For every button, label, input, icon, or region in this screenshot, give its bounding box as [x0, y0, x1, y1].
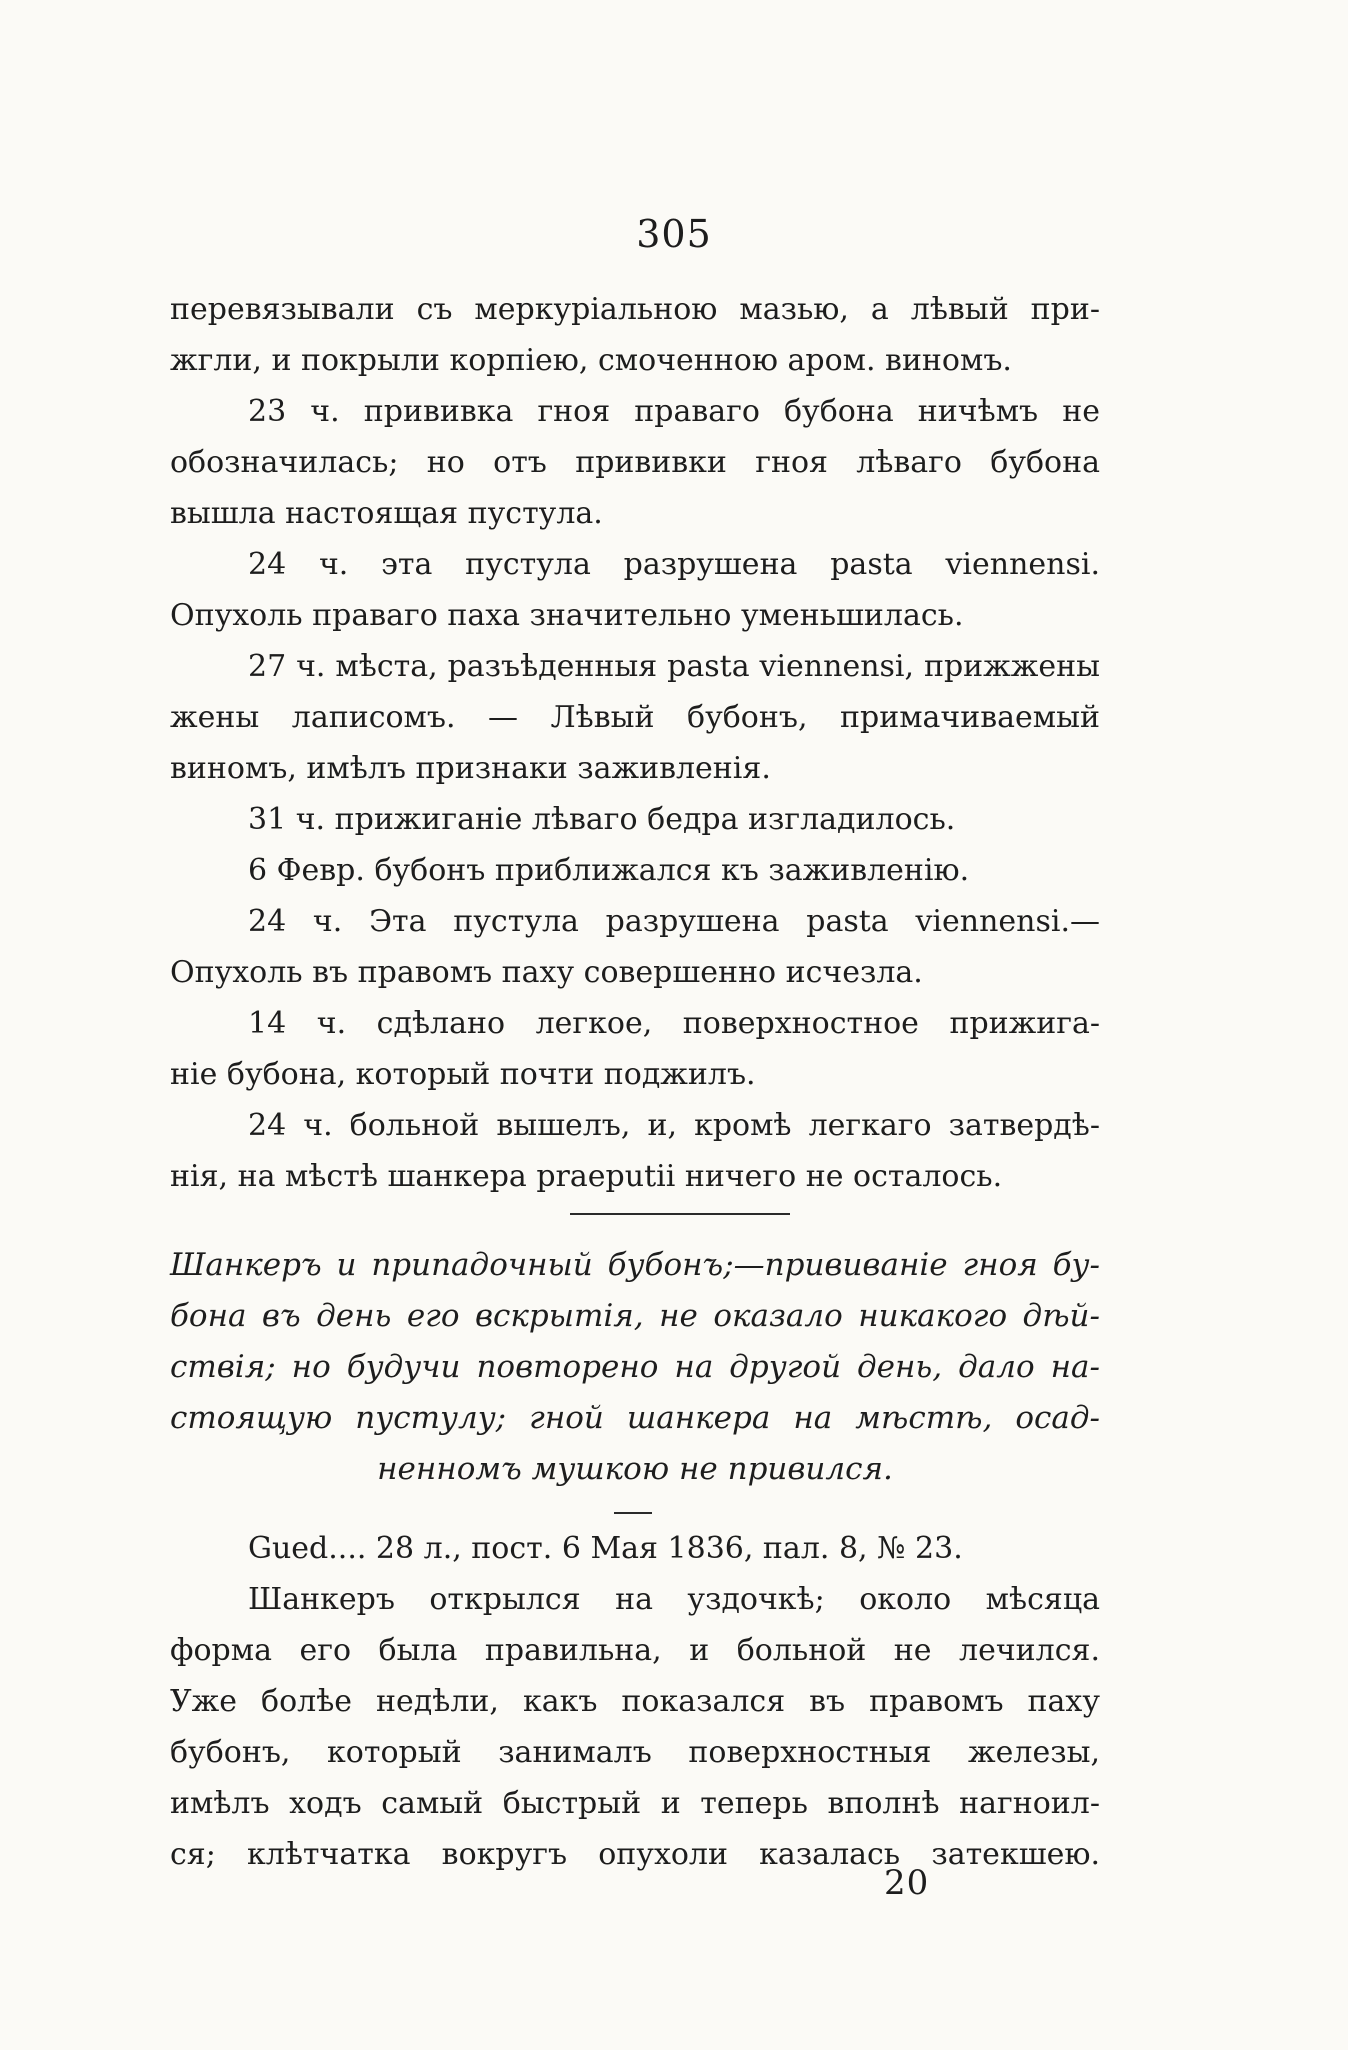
text-line: Шанкеръ открылся на уздочкѣ; около мѣсяца	[248, 1582, 1100, 1617]
short-separator-rule	[614, 1512, 652, 1514]
separator-rule	[570, 1213, 790, 1215]
text-line: Опухоль праваго паха значительно уменьшилась.	[170, 598, 964, 633]
text-line: 6 Февр. бубонъ приближался къ заживленію.	[248, 853, 970, 888]
text-line: жгли, и покрыли корпіею, смоченною аром. виномъ.	[170, 343, 1012, 378]
summary-line: ненномъ мушкою не привился.	[377, 1451, 893, 1487]
text-line: 14 ч. сдѣлано легкое, поверхностное прижига-	[248, 1006, 1100, 1041]
case-header: Gued.... 28 л., пост. 6 Мая 1836, пал. 8, № 23.	[248, 1531, 963, 1566]
summary-line: ствія; но будучи повторено на другой день, дало на-	[170, 1349, 1100, 1385]
text-line: 27 ч. мѣста, разъѣденныя pasta viennensi, прижжены	[248, 649, 1100, 684]
section-separator	[170, 1202, 1100, 1240]
text-line: вышла настоящая пустула.	[170, 496, 603, 531]
text-line: обозначилась; но отъ прививки гноя лѣваго бубона	[170, 445, 1100, 480]
text-line: Уже болѣе недѣли, какъ показался въ правомъ паху	[170, 1684, 1100, 1719]
text-line: 24 ч. Эта пустула разрушена pasta viennensi.—	[248, 904, 1100, 939]
page-number: 305	[636, 212, 712, 256]
summary-line: стоящую пустулу; гной шанкера на мѣстѣ, осад-	[170, 1400, 1100, 1436]
text-line: виномъ, имѣлъ признаки заживленія.	[170, 751, 771, 786]
page-content	[170, 284, 1100, 1880]
text-line: бубонъ, который занималъ поверхностныя железы,	[170, 1735, 1100, 1770]
text-line: 24 ч. эта пустула разрушена pasta viennensi.	[248, 547, 1100, 582]
short-separator	[170, 1495, 1100, 1523]
text-line: жены лаписомъ. — Лѣвый бубонъ, примачиваемый	[170, 700, 1100, 735]
signature-mark: 20	[884, 1863, 930, 1903]
case-summary	[170, 1240, 1100, 1495]
text-line: 24 ч. больной вышелъ, и, кромѣ легкаго затвердѣ-	[248, 1108, 1100, 1143]
text-line: форма его была правильна, и больной не лечился.	[170, 1633, 1100, 1668]
text-line: 23 ч. прививка гноя праваго бубона ничѣмъ не	[248, 394, 1100, 429]
summary-line: Шанкеръ и припадочный бубонъ;—прививаніе гноя бу-	[170, 1247, 1100, 1283]
text-line: имѣлъ ходъ самый быстрый и теперь вполнѣ нагноил-	[170, 1786, 1100, 1821]
text-line: перевязывали съ меркуріальною мазью, а лѣвый при-	[170, 292, 1100, 327]
text-line: Опухоль въ правомъ паху совершенно исчезла.	[170, 955, 923, 990]
text-line: ніе бубона, который почти поджилъ.	[170, 1057, 756, 1092]
text-line: нія, на мѣстѣ шанкера praeputii ничего не осталось.	[170, 1159, 1003, 1194]
summary-line: бона въ день его вскрытія, не оказало никакого дѣй-	[170, 1298, 1100, 1334]
text-line: ся; клѣтчатка вокругъ опухоли казалась затекшею.	[170, 1837, 1100, 1872]
text-line: 31 ч. прижиганіе лѣваго бедра изгладилось.	[248, 802, 956, 837]
